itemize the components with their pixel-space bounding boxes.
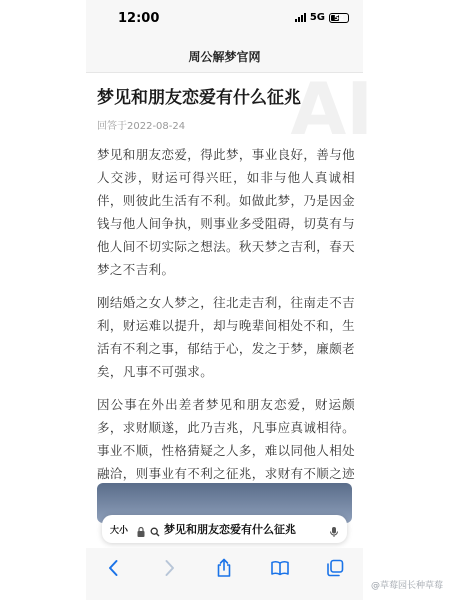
status-time: 12:00 [118,11,160,26]
watermark: AI [290,67,373,151]
lock-icon [136,523,146,535]
share-icon[interactable] [212,556,236,580]
browser-toolbar [86,548,363,600]
url-text[interactable]: 梦见和朋友恋爱有什么征兆 [164,523,297,536]
site-name: 周公解梦官网 [188,49,261,64]
paragraph: 因公事在外出差者梦见和朋友恋爱，财运颇多，求财顺遂，此乃吉兆，凡事应真诚相待。事业不顺，性格猜疑之人多，难以同他人相处融洽，则事业有不利之征兆，求财有不顺之迹 [97,397,356,481]
article-content[interactable] [86,67,373,510]
article-body [97,143,355,518]
search-icon [150,523,160,535]
tabs-icon[interactable] [323,556,347,580]
bookmarks-icon[interactable] [268,556,292,580]
signal-icon [295,13,306,22]
back-icon[interactable] [102,556,126,580]
address-bar[interactable] [102,515,347,543]
battery-icon [329,13,349,23]
answer-date: 回答于2022-08-24 [97,121,186,132]
status-bar [86,0,363,40]
microphone-icon[interactable] [329,523,339,535]
phone-screen [86,0,373,600]
status-indicators [295,12,349,23]
text-size-button[interactable]: 大小 [110,525,129,536]
paragraph: 刚结婚之女人梦之，往北走吉利，往南走不吉利，财运难以提升，却与晚辈间相处不和，生活有不利之事，郁结于心，发之于梦，廉颇老矣，凡事不可强求。 [97,295,356,379]
network-label: 5G [309,12,325,23]
forward-icon[interactable] [157,556,181,580]
paragraph: 梦见和朋友恋爱，得此梦，事业良好，善与他人交涉，财运可得兴旺，如非与他人真诚相伴，则彼此生活有不利。如做此梦，乃是因金钱与他人间争执，则事业多受阻碍，切莫有与他人间不切实际之想法。秋天梦之吉利，春天梦之不吉利。 [97,147,356,277]
battery-label: 52 [334,13,344,22]
watermark-credit: @草莓园长种草莓 [370,581,443,591]
article-title: 梦见和朋友恋爱有什么征兆 [97,88,301,108]
